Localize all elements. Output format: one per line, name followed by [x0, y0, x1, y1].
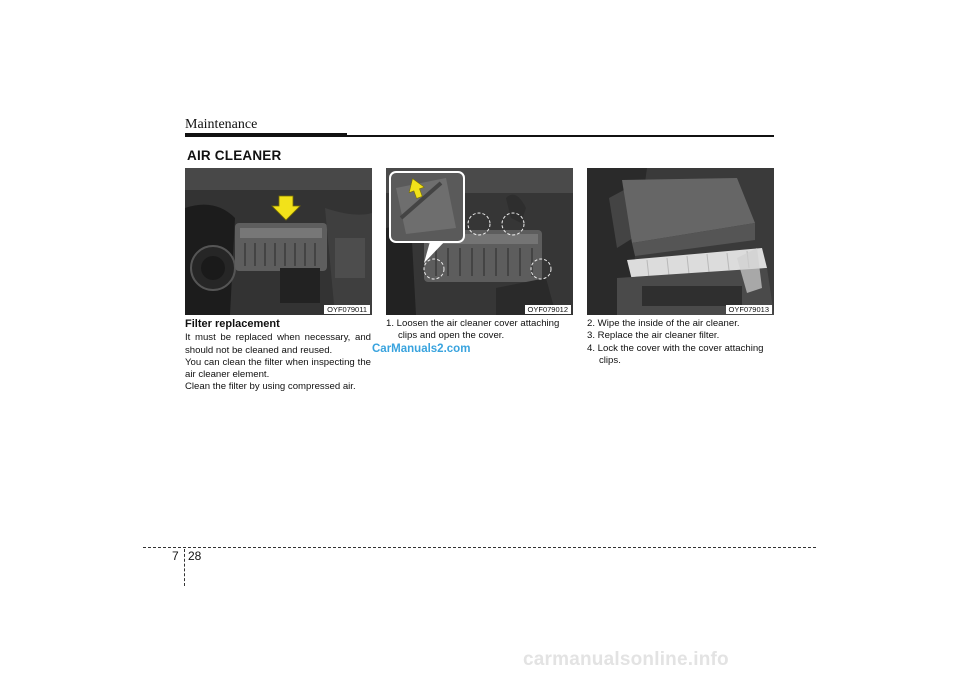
figure-code-label: OYF079011: [324, 305, 370, 314]
chapter-number: 7: [172, 549, 179, 563]
figure-code-label: OYF079012: [525, 305, 571, 314]
header-rule-thin: [347, 135, 774, 137]
paragraph: You can clean the filter when inspecting the air cleaner element.: [185, 356, 371, 381]
column-3-text: [587, 318, 774, 367]
step-item: 4. Lock the cover with the cover attaching clips.: [587, 342, 764, 366]
step-item: 3. Replace the air cleaner filter.: [587, 330, 720, 342]
step-item: 2. Wipe the inside of the air cleaner.: [587, 318, 740, 329]
engine-bay-illustration-2: [386, 168, 573, 315]
subsection-title: Filter replacement: [185, 318, 280, 330]
figure-2-engine-bay: [386, 168, 573, 315]
footer-divider: [184, 549, 185, 586]
step-item: 1. Loosen the air cleaner cover attaching clips and open the cover.: [386, 318, 560, 342]
figure-code-label: OYF079013: [726, 305, 772, 314]
engine-bay-illustration-1: [185, 168, 372, 315]
running-header: Maintenance: [185, 117, 258, 132]
section-title: AIR CLEANER: [187, 148, 282, 163]
column-1-text: [185, 318, 371, 394]
header-rule-thick: [185, 133, 347, 137]
column-2-text: [386, 318, 573, 343]
figure-3-air-cleaner-open: [587, 168, 774, 315]
site-watermark: carmanualsonline.info: [523, 649, 729, 670]
air-cleaner-illustration: [587, 168, 774, 315]
page-number: 28: [188, 549, 202, 563]
footer-rule: [143, 547, 816, 548]
paragraph: Clean the filter by using compressed air.: [185, 381, 356, 393]
figure-1-engine-bay: [185, 168, 372, 315]
paragraph: It must be replaced when necessary, and should not be cleaned and reused.: [185, 332, 371, 356]
carmanuals-watermark: CarManuals2.com: [372, 343, 471, 355]
